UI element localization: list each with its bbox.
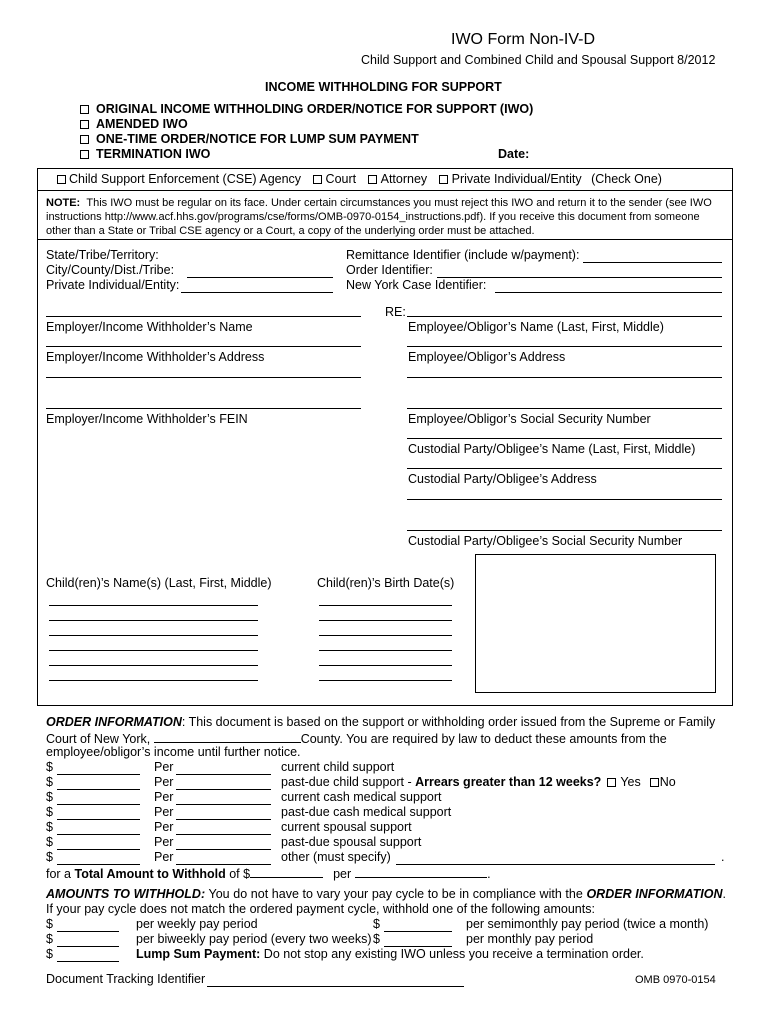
employer-name-field[interactable] <box>46 316 361 317</box>
child-birth-field[interactable] <box>319 620 452 621</box>
per-label: Per <box>154 835 174 849</box>
employer-address-label: Employer/Income Withholder’s Address <box>46 350 265 364</box>
semimonthly-label: per semimonthly pay period (twice a month) <box>466 917 709 931</box>
row-past-due-child-support: past-due child support - Arrears greater than 12 weeks? Yes No <box>281 775 676 789</box>
custodial-address-field-2[interactable] <box>407 499 722 500</box>
tracking-field[interactable] <box>207 986 464 987</box>
per-label: Per <box>154 820 174 834</box>
custodial-ssn-field[interactable] <box>407 530 722 531</box>
checkbox-icon[interactable] <box>368 175 377 184</box>
per-field[interactable] <box>176 819 271 820</box>
checkbox-icon[interactable] <box>439 175 448 184</box>
child-name-field[interactable] <box>49 605 258 606</box>
checkbox-icon[interactable] <box>80 120 89 129</box>
row-other: other (must specify) <box>281 850 391 864</box>
sender-court-option[interactable]: Court <box>313 172 357 186</box>
biweekly-amount-field[interactable] <box>57 946 119 947</box>
child-birth-field[interactable] <box>319 665 452 666</box>
child-name-field[interactable] <box>49 665 258 666</box>
employer-name-label: Employer/Income Withholder’s Name <box>46 320 253 334</box>
tracking-label: Document Tracking Identifier <box>46 972 206 986</box>
amount-field[interactable] <box>57 849 140 850</box>
per-field[interactable] <box>176 774 271 775</box>
biweekly-label: per biweekly pay period (every two weeks) <box>136 932 372 946</box>
date-label: Date: <box>498 147 530 161</box>
per-label: Per <box>154 850 174 864</box>
total-line: for a Total Amount to Withhold of $ per . <box>46 867 491 881</box>
child-birth-field[interactable] <box>319 605 452 606</box>
ny-case-field[interactable] <box>495 292 722 293</box>
employee-address-label: Employee/Obligor’s Address <box>408 350 566 364</box>
state-label: State/Tribe/Territory: <box>46 248 159 262</box>
lump-sum-line: Lump Sum Payment: Do not stop any existing IWO unless you receive a termination order. <box>136 947 644 961</box>
employer-fein-label: Employer/Income Withholder’s FEIN <box>46 412 248 426</box>
per-field[interactable] <box>176 849 271 850</box>
child-name-field[interactable] <box>49 680 258 681</box>
weekly-label: per weekly pay period <box>136 917 258 931</box>
child-name-field[interactable] <box>49 650 258 651</box>
children-names-label: Child(ren)’s Name(s) (Last, First, Middle) <box>46 576 272 590</box>
withhold-paragraph: AMOUNTS TO WITHHOLD: You do not have to vary your pay cycle to be in compliance with the ORDER INFORMATION. If your pay cycle does not match the ordered payment cycle, withhold one of the following amounts: <box>46 887 726 916</box>
sender-type-row <box>57 172 662 186</box>
checkbox-icon[interactable] <box>57 175 66 184</box>
check-one-hint: (Check One) <box>591 172 662 186</box>
order-info-line-1: ORDER INFORMATION: This document is based on the support or withholding order issued from the Supreme or Family <box>46 715 716 729</box>
child-birth-field[interactable] <box>319 680 452 681</box>
monthly-label: per monthly pay period <box>466 932 594 946</box>
sender-private-option[interactable]: Private Individual/Entity <box>439 172 582 186</box>
dollar-sign: $ <box>46 850 53 864</box>
per-field[interactable] <box>176 834 271 835</box>
dollar-sign: $ <box>373 917 380 931</box>
county-field[interactable] <box>154 730 301 743</box>
row-current-child-support: current child support <box>281 760 395 774</box>
dollar-sign: $ <box>46 805 53 819</box>
arrears-yes-checkbox[interactable] <box>607 778 616 787</box>
dollar-sign: $ <box>46 775 53 789</box>
row-current-spousal: current spousal support <box>281 820 412 834</box>
total-amount-field[interactable] <box>250 865 323 878</box>
divider <box>37 239 733 240</box>
child-name-field[interactable] <box>49 620 258 621</box>
order-id-label: Order Identifier: <box>346 263 433 277</box>
remittance-field[interactable] <box>583 262 722 263</box>
checkbox-icon[interactable] <box>80 135 89 144</box>
order-info-line-2: Court of New York, County. You are required by law to deduct these amounts from the <box>46 732 667 746</box>
row-current-cash-medical: current cash medical support <box>281 790 442 804</box>
dollar-sign: $ <box>46 820 53 834</box>
form-title: IWO Form Non-IV-D <box>451 31 596 48</box>
city-label: City/County/Dist./Tribe: <box>46 263 175 277</box>
employer-address-field[interactable] <box>46 346 361 347</box>
checkbox-icon[interactable] <box>80 105 89 114</box>
remittance-label: Remittance Identifier (include w/payment): <box>346 248 580 262</box>
child-birth-field[interactable] <box>319 635 452 636</box>
employee-name-label: Employee/Obligor’s Name (Last, First, Middle) <box>408 320 664 334</box>
seal-box <box>475 554 716 693</box>
per-label: Per <box>154 760 174 774</box>
dollar-sign: $ <box>46 932 53 946</box>
dollar-sign: $ <box>373 932 380 946</box>
child-name-field[interactable] <box>49 635 258 636</box>
lump-sum-amount-field[interactable] <box>57 961 119 962</box>
row-past-due-cash-medical: past-due cash medical support <box>281 805 452 819</box>
child-birth-field[interactable] <box>319 650 452 651</box>
sender-cse-option[interactable]: Child Support Enforcement (CSE) Agency <box>57 172 301 186</box>
amount-field[interactable] <box>57 804 140 805</box>
period-mark: . <box>721 850 725 864</box>
employee-name-field[interactable] <box>407 316 722 317</box>
semimonthly-amount-field[interactable] <box>384 931 452 932</box>
omb-number: OMB 0970-0154 <box>635 974 716 986</box>
private-entity-field[interactable] <box>181 292 333 293</box>
form-subtitle: Child Support and Combined Child and Spousal Support 8/2012 <box>361 53 716 67</box>
employee-ssn-field[interactable] <box>407 408 722 409</box>
amount-field[interactable] <box>57 774 140 775</box>
custodial-name-label: Custodial Party/Obligee’s Name (Last, First, Middle) <box>408 442 696 456</box>
checkbox-icon[interactable] <box>80 150 89 159</box>
per-label: Per <box>154 775 174 789</box>
per-field[interactable] <box>176 804 271 805</box>
total-per-field[interactable] <box>355 865 487 878</box>
children-birth-label: Child(ren)’s Birth Date(s) <box>317 576 455 590</box>
custodial-address-label: Custodial Party/Obligee’s Address <box>408 472 597 486</box>
iwo-type-lump-sum[interactable]: ONE-TIME ORDER/NOTICE FOR LUMP SUM PAYMENT <box>80 132 419 146</box>
amount-field[interactable] <box>57 819 140 820</box>
divider <box>37 190 733 191</box>
employee-ssn-label: Employee/Obligor’s Social Security Number <box>408 412 651 426</box>
city-field[interactable] <box>187 277 333 278</box>
per-label: Per <box>154 805 174 819</box>
arrears-no-checkbox[interactable] <box>650 778 659 787</box>
re-label: RE: <box>385 305 406 319</box>
custodial-name-field[interactable] <box>407 438 722 439</box>
note-paragraph: NOTE: This IWO must be regular on its face. Under certain circumstances you must reject this IWO and return it to the sender (see IWO instructions http://www.acf.hhs.gov/programs/cse/forms/OMB-0970-0154_instructions.pdf). If you receive this document from someone other than a State or Tribal CSE agency or a Court, a copy of the underlying order must be attached. <box>46 197 712 237</box>
dollar-sign: $ <box>46 790 53 804</box>
custodial-address-field[interactable] <box>407 468 722 469</box>
dollar-sign: $ <box>46 835 53 849</box>
weekly-amount-field[interactable] <box>57 931 119 932</box>
row-past-due-spousal: past-due spousal support <box>281 835 422 849</box>
dollar-sign: $ <box>46 917 53 931</box>
checkbox-icon[interactable] <box>313 175 322 184</box>
section-title: INCOME WITHHOLDING FOR SUPPORT <box>265 80 502 94</box>
amount-field[interactable] <box>57 789 140 790</box>
iwo-type-termination[interactable]: TERMINATION IWO <box>80 147 210 161</box>
employer-address-field-2[interactable] <box>46 377 361 378</box>
order-info-line-3: employee/obligor’s income until further notice. <box>46 745 301 759</box>
iwo-type-original[interactable]: ORIGINAL INCOME WITHHOLDING ORDER/NOTICE FOR SUPPORT (IWO) <box>80 102 533 116</box>
employee-address-field[interactable] <box>407 346 722 347</box>
ny-case-label: New York Case Identifier: <box>346 278 487 292</box>
amount-field[interactable] <box>57 834 140 835</box>
employee-address-field-2[interactable] <box>407 377 722 378</box>
sender-attorney-option[interactable]: Attorney <box>368 172 428 186</box>
employer-fein-field[interactable] <box>46 408 361 409</box>
dollar-sign: $ <box>46 947 53 961</box>
custodial-ssn-label: Custodial Party/Obligee’s Social Security Number <box>408 534 683 548</box>
per-field[interactable] <box>176 789 271 790</box>
per-label: Per <box>154 790 174 804</box>
dollar-sign: $ <box>46 760 53 774</box>
iwo-type-amended[interactable]: AMENDED IWO <box>80 117 188 131</box>
private-entity-label: Private Individual/Entity: <box>46 278 180 292</box>
